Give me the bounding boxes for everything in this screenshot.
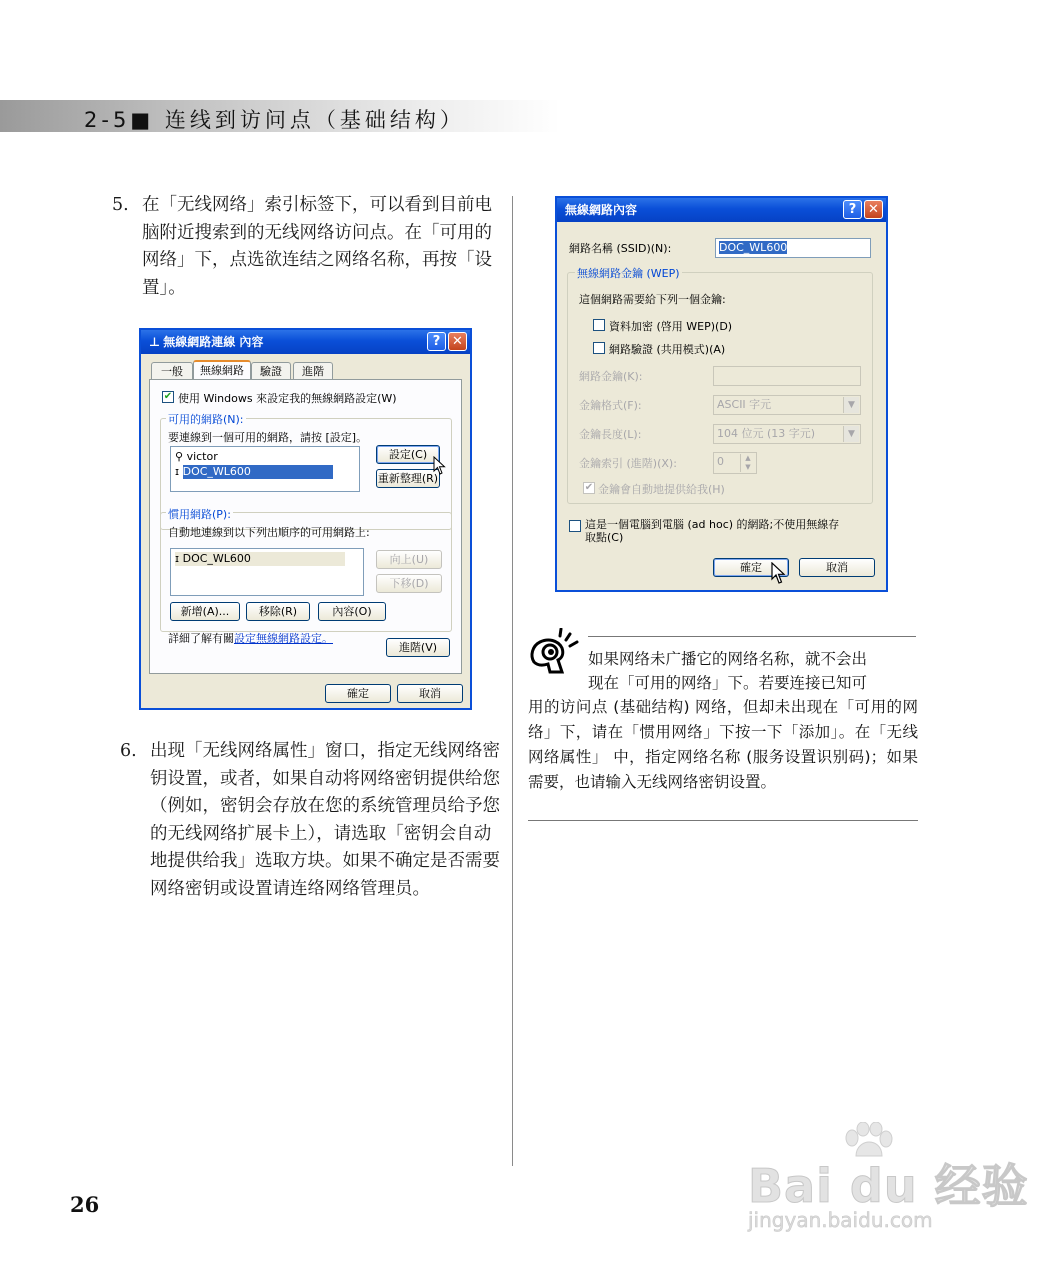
- tip-eye-icon: [528, 628, 580, 676]
- spinner-arrows-icon: ▲ ▼: [740, 454, 755, 472]
- learn-more-text: 詳細了解有關設定無線網路設定。: [168, 632, 333, 645]
- chevron-down-icon: ▼: [843, 397, 859, 413]
- move-down-button[interactable]: 下移(D): [376, 574, 442, 593]
- list-item[interactable]: ɪ DOC_WL600: [175, 552, 345, 566]
- step-6: [120, 738, 500, 903]
- wep-key-group-label: 無線網路金鑰 (WEP): [577, 267, 680, 280]
- preferred-networks-desc: 自動地連線到以下列出順序的可用網路上:: [168, 526, 370, 539]
- note-body: 用的访问点 (基础结构) 网络，但却未出现在「可用的网络」下，请在「惯用网络」下按一下「添加」。在「无线网络属性」 中，指定网络名称 (服务设置识别码)；如果需要，也请输入无线网络密钥设置。: [528, 698, 918, 791]
- auto-key-label: 金鑰會自動地提供給我(H): [598, 483, 725, 496]
- network-auth-checkbox[interactable]: [593, 342, 605, 354]
- step-5-number: 5.: [112, 195, 129, 215]
- list-item-selected[interactable]: ɪ DOC_WL600: [175, 465, 333, 479]
- key-length-select[interactable]: 104 位元 (13 字元) ▼: [713, 424, 861, 444]
- add-button[interactable]: 新增(A)...: [170, 602, 240, 621]
- data-encryption-checkbox[interactable]: [593, 319, 605, 331]
- tab-panel: [149, 379, 462, 674]
- close-button[interactable]: ✕: [448, 332, 467, 351]
- step-6-text: 出现「无线网络属性」窗口，指定无线网络密钥设置，或者，如果自动将网络密钥提供给您（例如，密钥会存放在您的系统管理员给予您的无线网络扩展卡上），请选取「密钥会自动地提供给我」选取方块。如果不确定是否需要网络密钥或设置请连络网络管理员。: [150, 741, 500, 899]
- step-6-number: 6.: [120, 741, 137, 761]
- access-point-icon: ɪ: [175, 465, 180, 478]
- ssid-label: 網路名稱 (SSID)(N):: [569, 242, 672, 255]
- access-point-icon: ɪ: [175, 552, 180, 565]
- available-networks-desc: 要連線到一個可用的網路，請按 [設定]。: [168, 431, 368, 444]
- ssid-input[interactable]: DOC_WL600: [715, 238, 871, 258]
- network-icon: ⊥: [149, 335, 160, 349]
- help-button[interactable]: ?: [843, 200, 862, 219]
- wep-key-desc: 這個網路需要給下列一個金鑰:: [579, 293, 726, 306]
- refresh-button[interactable]: 重新整理(R): [376, 469, 440, 488]
- key-length-label: 金鑰長度(L):: [579, 428, 642, 441]
- wireless-connection-properties-dialog: [139, 328, 472, 710]
- help-button[interactable]: ?: [427, 332, 446, 351]
- chevron-down-icon: ▼: [843, 426, 859, 442]
- watermark-url: jingyan.baidu.com: [748, 1208, 933, 1232]
- wireless-network-properties-dialog: [555, 196, 888, 592]
- note-top-rule: [588, 636, 916, 637]
- dialog-title: 無線網路連線 內容: [163, 335, 264, 349]
- network-auth-label: 網路驗證 (共用模式)(A): [609, 343, 726, 356]
- preferred-networks-label: 慣用網路(P):: [168, 508, 231, 521]
- network-key-input[interactable]: [713, 366, 861, 386]
- note-line-1: 如果网络未广播它的网络名称，就不会出: [588, 650, 868, 668]
- ok-button[interactable]: 確定: [713, 558, 789, 577]
- use-windows-label: 使用 Windows 來設定我的無線網路設定(W): [178, 392, 397, 405]
- column-divider: [512, 196, 513, 1166]
- tab-advanced[interactable]: 進階: [293, 362, 333, 380]
- list-item[interactable]: ⚲ victor: [175, 450, 218, 463]
- note-line-2: 现在「可用的网络」下。若要连接已知可: [588, 674, 868, 692]
- advanced-button[interactable]: 進階(V): [386, 638, 450, 657]
- cancel-button[interactable]: 取消: [397, 684, 463, 703]
- properties-button[interactable]: 內容(O): [318, 602, 386, 621]
- mouse-cursor-icon: [433, 456, 447, 476]
- key-index-label: 金鑰索引 (進階)(X):: [579, 457, 677, 470]
- dialog-title-bar: [141, 330, 470, 354]
- available-networks-label: 可用的網路(N):: [168, 413, 244, 426]
- adhoc-checkbox[interactable]: [569, 520, 581, 532]
- adhoc-label: 這是一個電腦到電腦 (ad hoc) 的網路;不使用無線存 取點(C): [585, 518, 840, 544]
- configure-button[interactable]: 設定(C): [376, 445, 440, 464]
- use-windows-checkbox[interactable]: ✔: [163, 391, 173, 402]
- section-title: 2-5■ 连线到访问点（基础结构）: [84, 108, 465, 132]
- tab-authentication[interactable]: 驗證: [251, 362, 291, 380]
- key-format-label: 金鑰格式(F):: [579, 399, 642, 412]
- dialog-title-bar: [557, 198, 886, 222]
- step-5: [112, 192, 492, 302]
- remove-button[interactable]: 移除(R): [246, 602, 310, 621]
- cancel-button[interactable]: 取消: [799, 558, 875, 577]
- auto-key-checkbox[interactable]: ✔: [584, 482, 594, 493]
- access-point-icon: ⚲: [175, 450, 184, 463]
- mouse-cursor-icon: [771, 562, 787, 586]
- note-bottom-rule: [528, 820, 918, 821]
- tab-wireless-networks[interactable]: 無線網路: [193, 360, 251, 380]
- available-networks-list[interactable]: [170, 446, 360, 492]
- learn-more-link[interactable]: 設定無線網路設定。: [234, 632, 333, 645]
- close-button[interactable]: ✕: [864, 200, 883, 219]
- key-format-select[interactable]: ASCII 字元 ▼: [713, 395, 861, 415]
- step-5-text: 在「无线网络」索引标签下，可以看到目前电脑附近搜索到的无线网络访问点。在「可用的网络」下，点选欲连结之网络名称，再按「设置」。: [142, 195, 492, 298]
- preferred-networks-list[interactable]: [170, 548, 364, 596]
- move-up-button[interactable]: 向上(U): [376, 550, 442, 569]
- dialog-title: 無線網路內容: [565, 203, 638, 217]
- key-index-stepper[interactable]: 0 ▲ ▼: [713, 452, 757, 474]
- watermark-logo: Bai du 经验: [748, 1159, 1029, 1213]
- tab-general[interactable]: 一般: [151, 362, 193, 380]
- page-number: 26: [70, 1192, 100, 1217]
- ok-button[interactable]: 確定: [325, 684, 391, 703]
- network-key-label: 網路金鑰(K):: [579, 370, 643, 383]
- data-encryption-label: 資料加密 (啓用 WEP)(D): [609, 320, 733, 333]
